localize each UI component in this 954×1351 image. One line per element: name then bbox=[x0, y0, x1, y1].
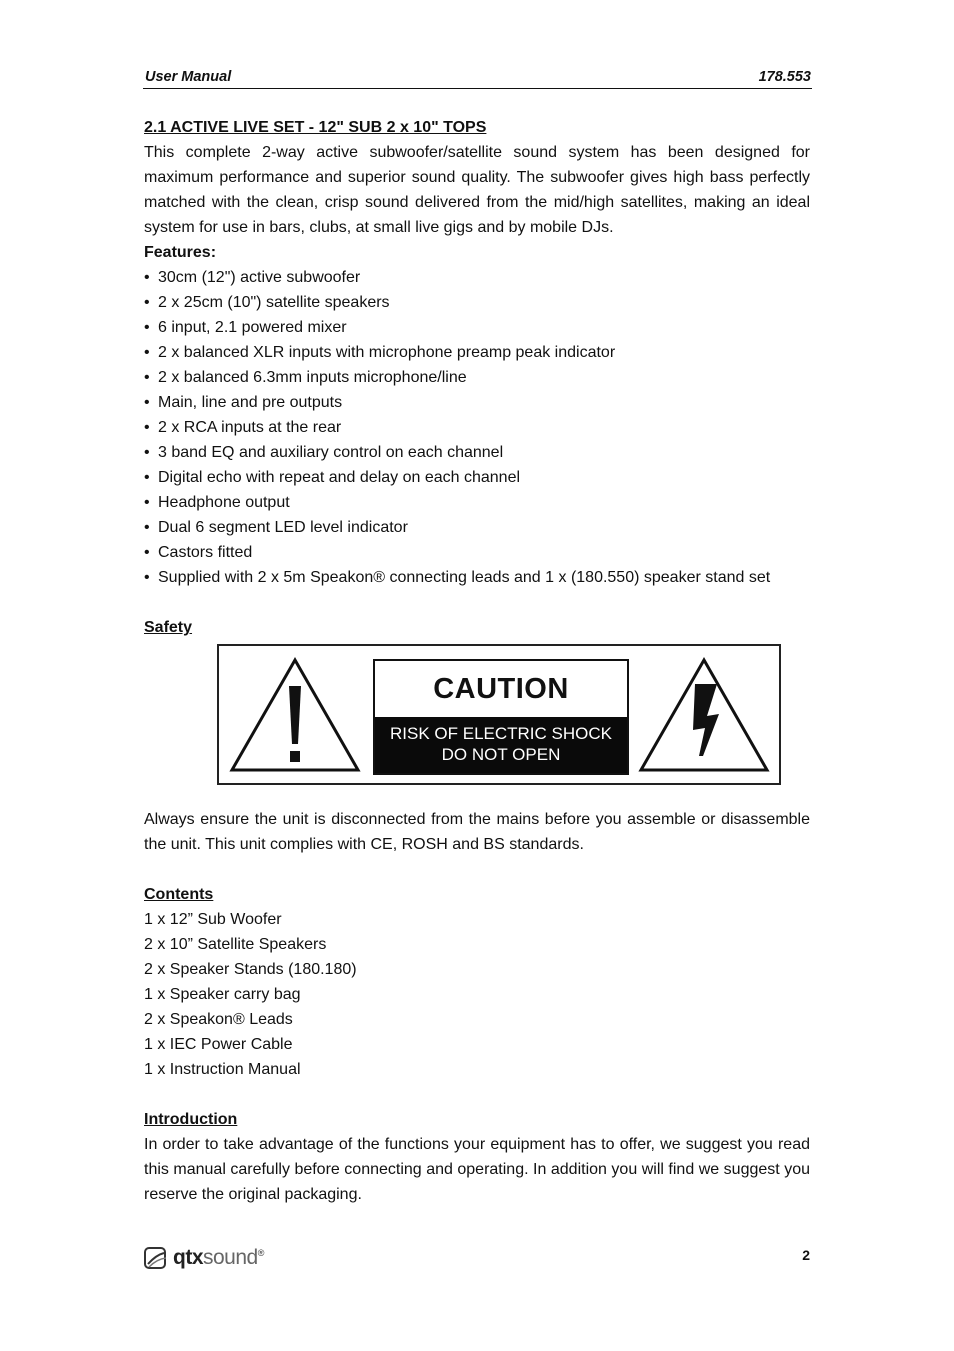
contents-item: 1 x Speaker carry bag bbox=[144, 986, 301, 1003]
feature-item: • 2 x 25cm (10") satellite speakers bbox=[144, 290, 810, 315]
feature-item: • 3 band EQ and auxiliary control on each channel bbox=[144, 440, 810, 465]
brand-logo bbox=[144, 1244, 264, 1272]
feature-item: • Dual 6 segment LED level indicator bbox=[144, 515, 810, 540]
safety-text: Always ensure the unit is disconnected from the mains before you assemble or disassemble the unit. This unit complies with CE, ROSH and BS standards. bbox=[144, 811, 810, 853]
electric-shock-icon bbox=[637, 656, 771, 776]
page-number: 2 bbox=[802, 1247, 810, 1263]
feature-item: • Main, line and pre outputs bbox=[144, 390, 810, 415]
safety-heading: Safety bbox=[144, 619, 193, 636]
caution-warning-panel bbox=[375, 717, 627, 773]
features-list bbox=[144, 265, 810, 590]
feature-item: • Digital echo with repeat and delay on each channel bbox=[144, 465, 810, 490]
logo-mark: ® bbox=[257, 1248, 264, 1258]
caution-title: CAUTION bbox=[433, 672, 569, 705]
feature-item: • 2 x RCA inputs at the rear bbox=[144, 415, 810, 440]
caution-sign bbox=[217, 644, 781, 785]
header-model-number: 178.553 bbox=[758, 69, 811, 85]
header-title: User Manual bbox=[145, 69, 232, 85]
qtx-logo-icon bbox=[144, 1245, 168, 1271]
features-heading: Features: bbox=[144, 244, 217, 261]
intro-paragraph: This complete 2-way active subwoofer/satellite sound system has been designed for maximum performance and superior sound quality. The subwoofer gives high bass perfectly matched with the clean, crisp sound delivered from the mid/high satellites, making an ideal system for use in bars, clubs, at small live gigs and by mobile DJs. bbox=[144, 144, 810, 236]
caution-label bbox=[373, 659, 629, 775]
feature-item: • Supplied with 2 x 5m Speakon® connecting leads and 1 x (180.550) speaker stand set bbox=[144, 565, 810, 590]
introduction-heading: Introduction bbox=[144, 1111, 238, 1128]
feature-item: • Castors fitted bbox=[144, 540, 810, 565]
contents-list bbox=[144, 907, 810, 1082]
feature-item: • 30cm (12") active subwoofer bbox=[144, 265, 810, 290]
feature-item: • 2 x balanced XLR inputs with microphone preamp peak indicator bbox=[144, 340, 810, 365]
page-header bbox=[143, 68, 812, 89]
contents-item: 2 x 10” Satellite Speakers bbox=[144, 936, 327, 953]
page-content bbox=[144, 115, 810, 1207]
contents-item: 1 x IEC Power Cable bbox=[144, 1036, 293, 1053]
contents-heading: Contents bbox=[144, 886, 214, 903]
contents-item: 1 x 12” Sub Woofer bbox=[144, 911, 282, 928]
feature-item: • 6 input, 2.1 powered mixer bbox=[144, 315, 810, 340]
section-title: 2.1 ACTIVE LIVE SET - 12" SUB 2 x 10" TOPS bbox=[144, 119, 487, 136]
warning-exclamation-icon bbox=[228, 656, 362, 776]
feature-item: • Headphone output bbox=[144, 490, 810, 515]
logo-wordmark bbox=[173, 1246, 264, 1270]
introduction-text: In order to take advantage of the functions your equipment has to offer, we suggest you read this manual carefully before connecting and operating. In addition you will find we suggest you reserve the original packaging. bbox=[144, 1136, 810, 1203]
logo-bold: qtx bbox=[173, 1246, 203, 1269]
contents-item: 2 x Speaker Stands (180.180) bbox=[144, 961, 357, 978]
caution-line-1: RISK OF ELECTRIC SHOCK bbox=[390, 724, 612, 743]
caution-line-2: DO NOT OPEN bbox=[441, 745, 561, 764]
feature-item: • 2 x balanced 6.3mm inputs microphone/line bbox=[144, 365, 810, 390]
contents-item: 1 x Instruction Manual bbox=[144, 1061, 301, 1078]
contents-item: 2 x Speakon® Leads bbox=[144, 1011, 293, 1028]
logo-light: sound bbox=[203, 1246, 258, 1269]
